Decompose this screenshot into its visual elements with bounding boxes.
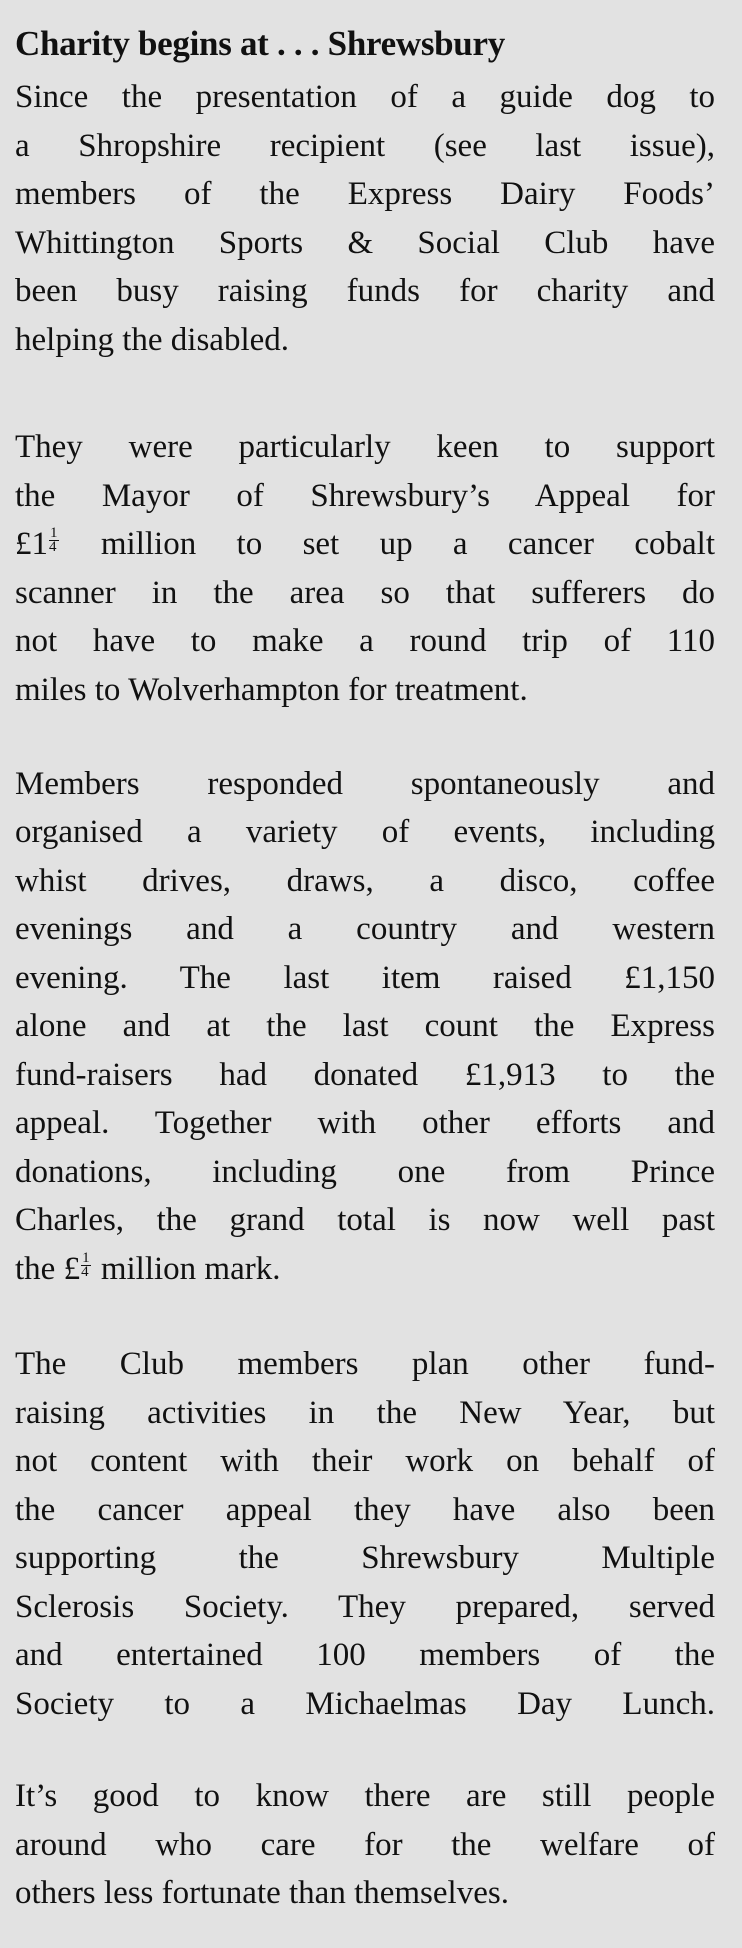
fraction-one-quarter: $\frac{1}{4}$ xyxy=(49,525,58,555)
paragraph-1-line-6: helping the disabled. xyxy=(15,322,290,358)
paragraph-5-line-2: around who care for the welfare of xyxy=(15,1827,715,1863)
paragraph-1-line-5: been busy raising funds for charity and xyxy=(15,273,715,309)
paragraph-2-line-4: scanner in the area so that sufferers do xyxy=(15,575,715,611)
paragraph-3-line-6: alone and at the last count the Express xyxy=(15,1008,715,1044)
paragraph-4-line-4: the cancer appeal they have also been xyxy=(15,1492,715,1528)
paragraph-2-line-2: the Mayor of Shrewsbury’s Appeal for xyxy=(15,478,715,514)
fraction-one-quarter: $\frac{1}{4}$ xyxy=(81,1250,90,1280)
paragraph-3-line-9: donations, including one from Prince xyxy=(15,1154,715,1190)
paragraph-4-line-6: Sclerosis Society. They prepared, served xyxy=(15,1589,715,1625)
paragraph-4-line-5: supporting the Shrewsbury Multiple xyxy=(15,1540,715,1576)
paragraph-3-line-1: Members responded spontaneously and xyxy=(15,766,715,802)
paragraph-1-line-4: Whittington Sports & Social Club have xyxy=(15,225,715,261)
paragraph-1-line-2: a Shropshire recipient (see last issue), xyxy=(15,128,715,164)
paragraph-3-line-3: whist drives, draws, a disco, coffee xyxy=(15,863,715,899)
paragraph-3-line-8: appeal. Together with other efforts and xyxy=(15,1105,715,1141)
article-headline: Charity begins at . . . Shrewsbury xyxy=(15,24,505,63)
paragraph-3-line-2: organised a variety of events, including xyxy=(15,814,715,850)
paragraph-3-line-4: evenings and a country and western xyxy=(15,911,715,947)
paragraph-2-line-1: They were particularly keen to support xyxy=(15,429,715,465)
paragraph-5-line-3: others less fortunate than themselves. xyxy=(15,1875,509,1911)
paragraph-2-line-3: £1 $\frac{1}{4}$ million to set up a cancer cobalt xyxy=(15,525,715,562)
paragraph-3-line-5: evening. The last item raised £1,150 xyxy=(15,960,715,996)
paragraph-3-line-10: Charles, the grand total is now well past xyxy=(15,1202,715,1238)
paragraph-4-line-3: not content with their work on behalf of xyxy=(15,1443,715,1479)
paragraph-1-line-3: members of the Express Dairy Foods’ xyxy=(15,176,715,212)
paragraph-2-line-5: not have to make a round trip of 110 xyxy=(15,623,715,659)
paragraph-4-line-7: and entertained 100 members of the xyxy=(15,1637,715,1673)
appeal-amount-prefix: £1 xyxy=(15,526,48,562)
paragraph-4-line-1: The Club members plan other fund- xyxy=(15,1346,715,1382)
paragraph-4-line-8: Society to a Michaelmas Day Lunch. xyxy=(15,1686,715,1722)
paragraph-2-line-6: miles to Wolverhampton for treatment. xyxy=(15,672,528,708)
paragraph-4-line-2: raising activities in the New Year, but xyxy=(15,1395,715,1431)
paragraph-1-line-1: Since the presentation of a guide dog to xyxy=(15,79,715,115)
paragraph-3-line-11: the £ $\frac{1}{4}$ million mark. xyxy=(15,1250,281,1287)
paragraph-5-line-1: It’s good to know there are still people xyxy=(15,1778,715,1814)
paragraph-3-line-7: fund-raisers had donated £1,913 to the xyxy=(15,1057,715,1093)
